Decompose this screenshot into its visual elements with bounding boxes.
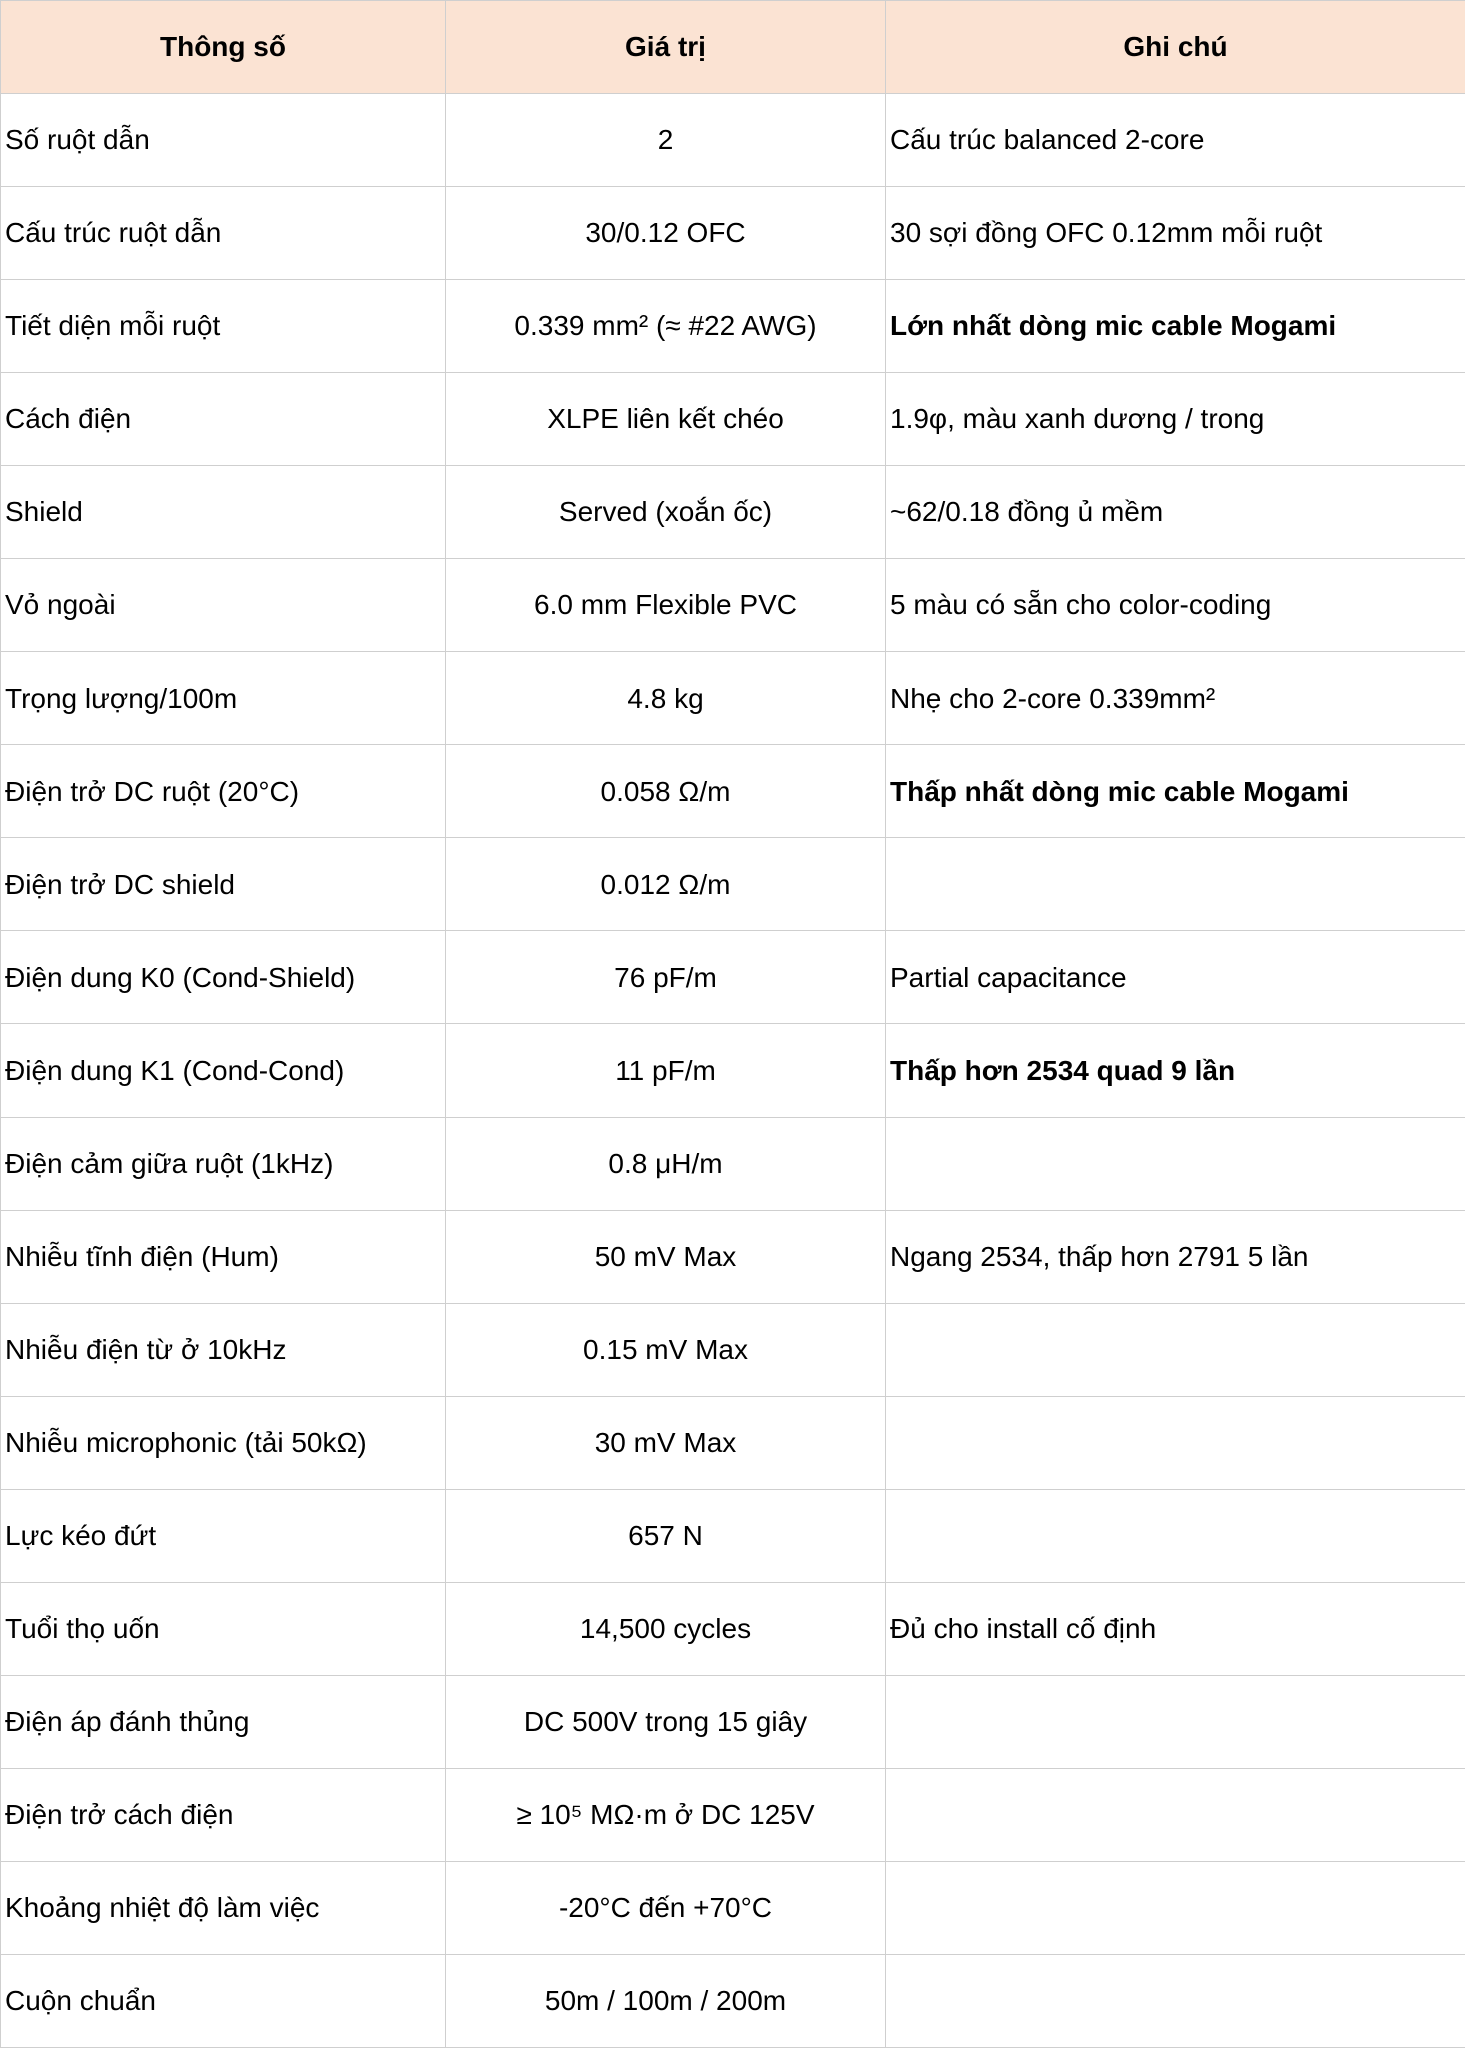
note-cell: Partial capacitance	[886, 931, 1465, 1024]
note-cell: Nhẹ cho 2-core 0.339mm²	[886, 652, 1465, 745]
param-cell: Số ruột dẫn	[1, 94, 446, 187]
table-row	[1, 1396, 1465, 1489]
param-cell: Điện áp đánh thủng	[1, 1675, 446, 1768]
table-row	[1, 931, 1465, 1024]
param-cell: Điện dung K0 (Cond-Shield)	[1, 931, 446, 1024]
note-cell: ~62/0.18 đồng ủ mềm	[886, 466, 1465, 559]
value-cell: 0.8 μH/m	[446, 1117, 886, 1210]
note-cell	[886, 1954, 1465, 2047]
note-cell: 5 màu có sẵn cho color-coding	[886, 559, 1465, 652]
value-cell: 657 N	[446, 1489, 886, 1582]
table-row	[1, 94, 1465, 187]
note-cell: Ngang 2534, thấp hơn 2791 5 lần	[886, 1210, 1465, 1303]
table-row	[1, 1489, 1465, 1582]
value-cell: 50 mV Max	[446, 1210, 886, 1303]
param-cell: Nhiễu điện từ ở 10kHz	[1, 1303, 446, 1396]
param-cell: Trọng lượng/100m	[1, 652, 446, 745]
header-value: Giá trị	[446, 1, 886, 94]
note-cell	[886, 838, 1465, 931]
table-row	[1, 1210, 1465, 1303]
note-cell	[886, 1396, 1465, 1489]
param-cell: Điện trở DC shield	[1, 838, 446, 931]
param-cell: Điện trở cách điện	[1, 1768, 446, 1861]
value-cell: 0.339 mm² (≈ #22 AWG)	[446, 280, 886, 373]
param-cell: Cấu trúc ruột dẫn	[1, 187, 446, 280]
note-cell	[886, 1489, 1465, 1582]
value-cell: 6.0 mm Flexible PVC	[446, 559, 886, 652]
value-cell: 14,500 cycles	[446, 1582, 886, 1675]
table-row	[1, 1117, 1465, 1210]
table-row	[1, 1024, 1465, 1117]
value-cell: DC 500V trong 15 giây	[446, 1675, 886, 1768]
value-cell: -20°C đến +70°C	[446, 1861, 886, 1954]
table-row	[1, 652, 1465, 745]
header-param: Thông số	[1, 1, 446, 94]
param-cell: Cách điện	[1, 373, 446, 466]
note-cell	[886, 1303, 1465, 1396]
param-cell: Shield	[1, 466, 446, 559]
value-cell: 4.8 kg	[446, 652, 886, 745]
note-cell: Thấp nhất dòng mic cable Mogami	[886, 745, 1465, 838]
table-header	[1, 1, 1465, 94]
note-cell: Đủ cho install cố định	[886, 1582, 1465, 1675]
param-cell: Nhiễu tĩnh điện (Hum)	[1, 1210, 446, 1303]
value-cell: XLPE liên kết chéo	[446, 373, 886, 466]
value-cell: 2	[446, 94, 886, 187]
value-cell: 11 pF/m	[446, 1024, 886, 1117]
value-cell: 30/0.12 OFC	[446, 187, 886, 280]
header-note: Ghi chú	[886, 1, 1465, 94]
value-cell: 0.058 Ω/m	[446, 745, 886, 838]
table-row	[1, 1675, 1465, 1768]
table-row	[1, 373, 1465, 466]
param-cell: Tuổi thọ uốn	[1, 1582, 446, 1675]
table-row	[1, 1768, 1465, 1861]
note-cell: Cấu trúc balanced 2-core	[886, 94, 1465, 187]
param-cell: Khoảng nhiệt độ làm việc	[1, 1861, 446, 1954]
table-row	[1, 559, 1465, 652]
note-cell: 30 sợi đồng OFC 0.12mm mỗi ruột	[886, 187, 1465, 280]
table-row	[1, 280, 1465, 373]
note-cell: Lớn nhất dòng mic cable Mogami	[886, 280, 1465, 373]
value-cell: 50m / 100m / 200m	[446, 1954, 886, 2047]
value-cell: ≥ 10⁵ MΩ·m ở DC 125V	[446, 1768, 886, 1861]
table-body	[1, 94, 1465, 2048]
param-cell: Cuộn chuẩn	[1, 1954, 446, 2047]
value-cell: 76 pF/m	[446, 931, 886, 1024]
value-cell: 0.012 Ω/m	[446, 838, 886, 931]
note-cell: Thấp hơn 2534 quad 9 lần	[886, 1024, 1465, 1117]
param-cell: Điện dung K1 (Cond-Cond)	[1, 1024, 446, 1117]
table-row	[1, 838, 1465, 931]
note-cell	[886, 1861, 1465, 1954]
note-cell	[886, 1768, 1465, 1861]
param-cell: Điện trở DC ruột (20°C)	[1, 745, 446, 838]
note-cell: 1.9φ, màu xanh dương / trong	[886, 373, 1465, 466]
value-cell: 30 mV Max	[446, 1396, 886, 1489]
table-row	[1, 187, 1465, 280]
table-row	[1, 1582, 1465, 1675]
header-row	[1, 1, 1465, 94]
table-row	[1, 1303, 1465, 1396]
table-row	[1, 745, 1465, 838]
param-cell: Nhiễu microphonic (tải 50kΩ)	[1, 1396, 446, 1489]
value-cell: Served (xoắn ốc)	[446, 466, 886, 559]
table-row	[1, 466, 1465, 559]
table-row	[1, 1861, 1465, 1954]
note-cell	[886, 1675, 1465, 1768]
table-row	[1, 1954, 1465, 2047]
param-cell: Lực kéo đứt	[1, 1489, 446, 1582]
param-cell: Tiết diện mỗi ruột	[1, 280, 446, 373]
param-cell: Điện cảm giữa ruột (1kHz)	[1, 1117, 446, 1210]
param-cell: Vỏ ngoài	[1, 559, 446, 652]
value-cell: 0.15 mV Max	[446, 1303, 886, 1396]
note-cell	[886, 1117, 1465, 1210]
